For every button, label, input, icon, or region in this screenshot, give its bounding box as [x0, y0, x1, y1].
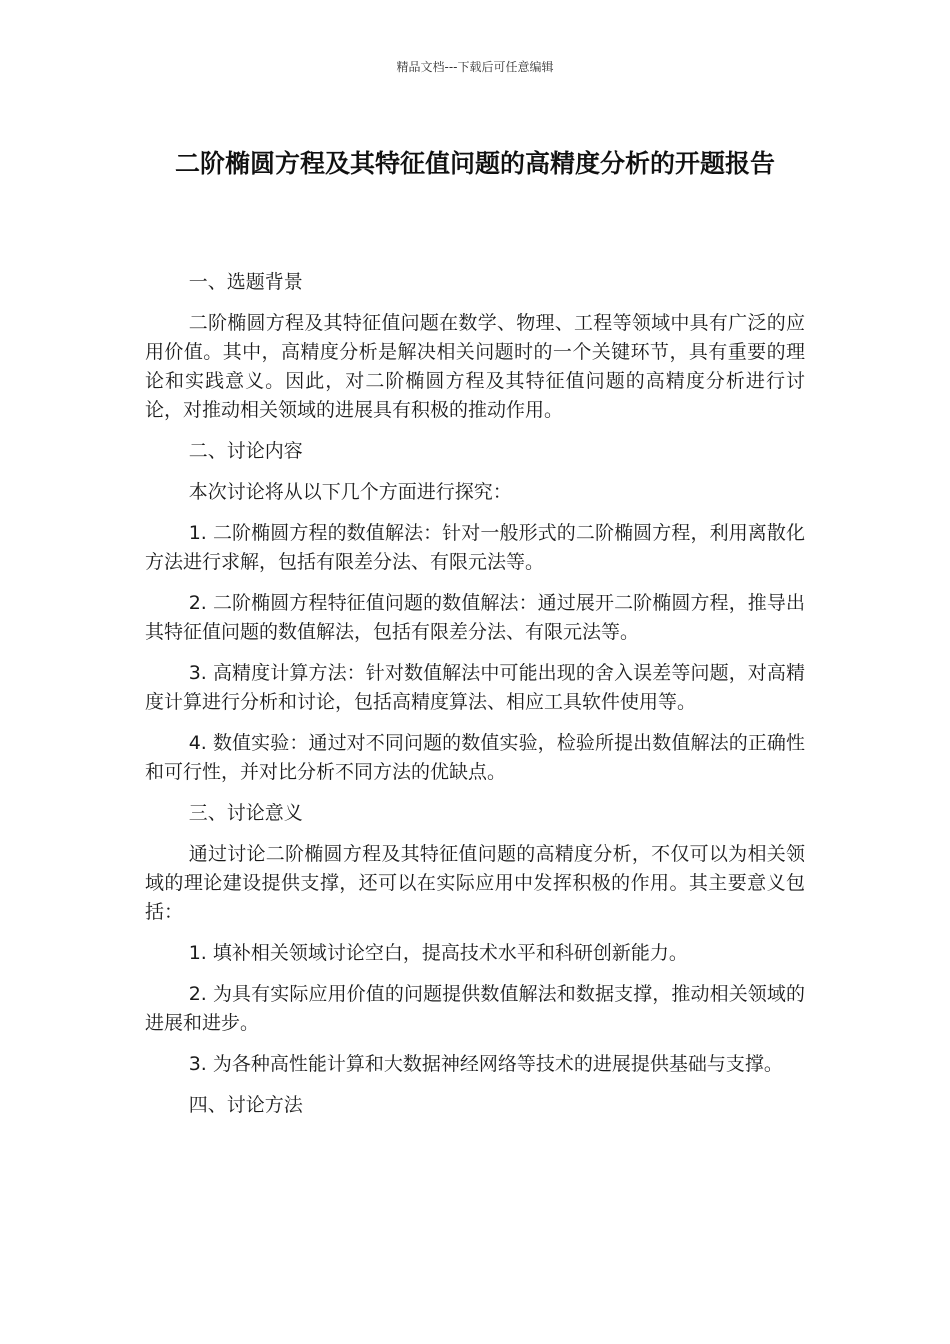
- page-header-note: 精品文档---下载后可任意编辑: [396, 60, 554, 74]
- section-heading-content: 二、讨论内容: [188, 440, 303, 462]
- list-item-content-4: 4. 数值实验：通过对不同问题的数值实验，检验所提出数值解法的正确性和可行性，并对比分析不同方法的优缺点。: [145, 732, 805, 783]
- list-item-significance-2: 2. 为具有实际应用价值的问题提供数值解法和数据支撑，推动相关领域的进展和进步。: [145, 983, 805, 1034]
- paragraph-significance: 通过讨论二阶椭圆方程及其特征值问题的高精度分析，不仅可以为相关领域的理论建设提供支撑，还可以在实际应用中发挥积极的作用。其主要意义包括：: [145, 843, 805, 923]
- list-item-content-1: 1. 二阶椭圆方程的数值解法：针对一般形式的二阶椭圆方程，利用离散化方法进行求解，包括有限差分法、有限元法等。: [145, 522, 805, 573]
- section-heading-significance: 三、讨论意义: [188, 802, 303, 824]
- list-item-significance-3: 3. 为各种高性能计算和大数据神经网络等技术的进展提供基础与支撑。: [188, 1053, 783, 1075]
- section-heading-background: 一、选题背景: [188, 271, 303, 293]
- list-item-significance-1: 1. 填补相关领域讨论空白，提高技术水平和科研创新能力。: [188, 942, 688, 964]
- document-title: 二阶椭圆方程及其特征值问题的高精度分析的开题报告: [174, 149, 775, 178]
- paragraph-background: 二阶椭圆方程及其特征值问题在数学、物理、工程等领域中具有广泛的应用价值。其中，高精度分析是解决相关问题时的一个关键环节，具有重要的理论和实践意义。因此，对二阶椭圆方程及其特征值问题的高精度分析进行讨论，对推动相关领域的进展具有积极的推动作用。: [145, 312, 805, 421]
- list-item-content-2: 2. 二阶椭圆方程特征值问题的数值解法：通过展开二阶椭圆方程，推导出其特征值问题的数值解法，包括有限差分法、有限元法等。: [145, 592, 805, 643]
- document-body: [145, 268, 805, 1132]
- paragraph-content-intro: 本次讨论将从以下几个方面进行探究：: [188, 481, 512, 503]
- section-heading-methods: 四、讨论方法: [188, 1094, 303, 1116]
- list-item-content-3: 3. 高精度计算方法：针对数值解法中可能出现的舍入误差等问题，对高精度计算进行分析和讨论，包括高精度算法、相应工具软件使用等。: [145, 662, 805, 713]
